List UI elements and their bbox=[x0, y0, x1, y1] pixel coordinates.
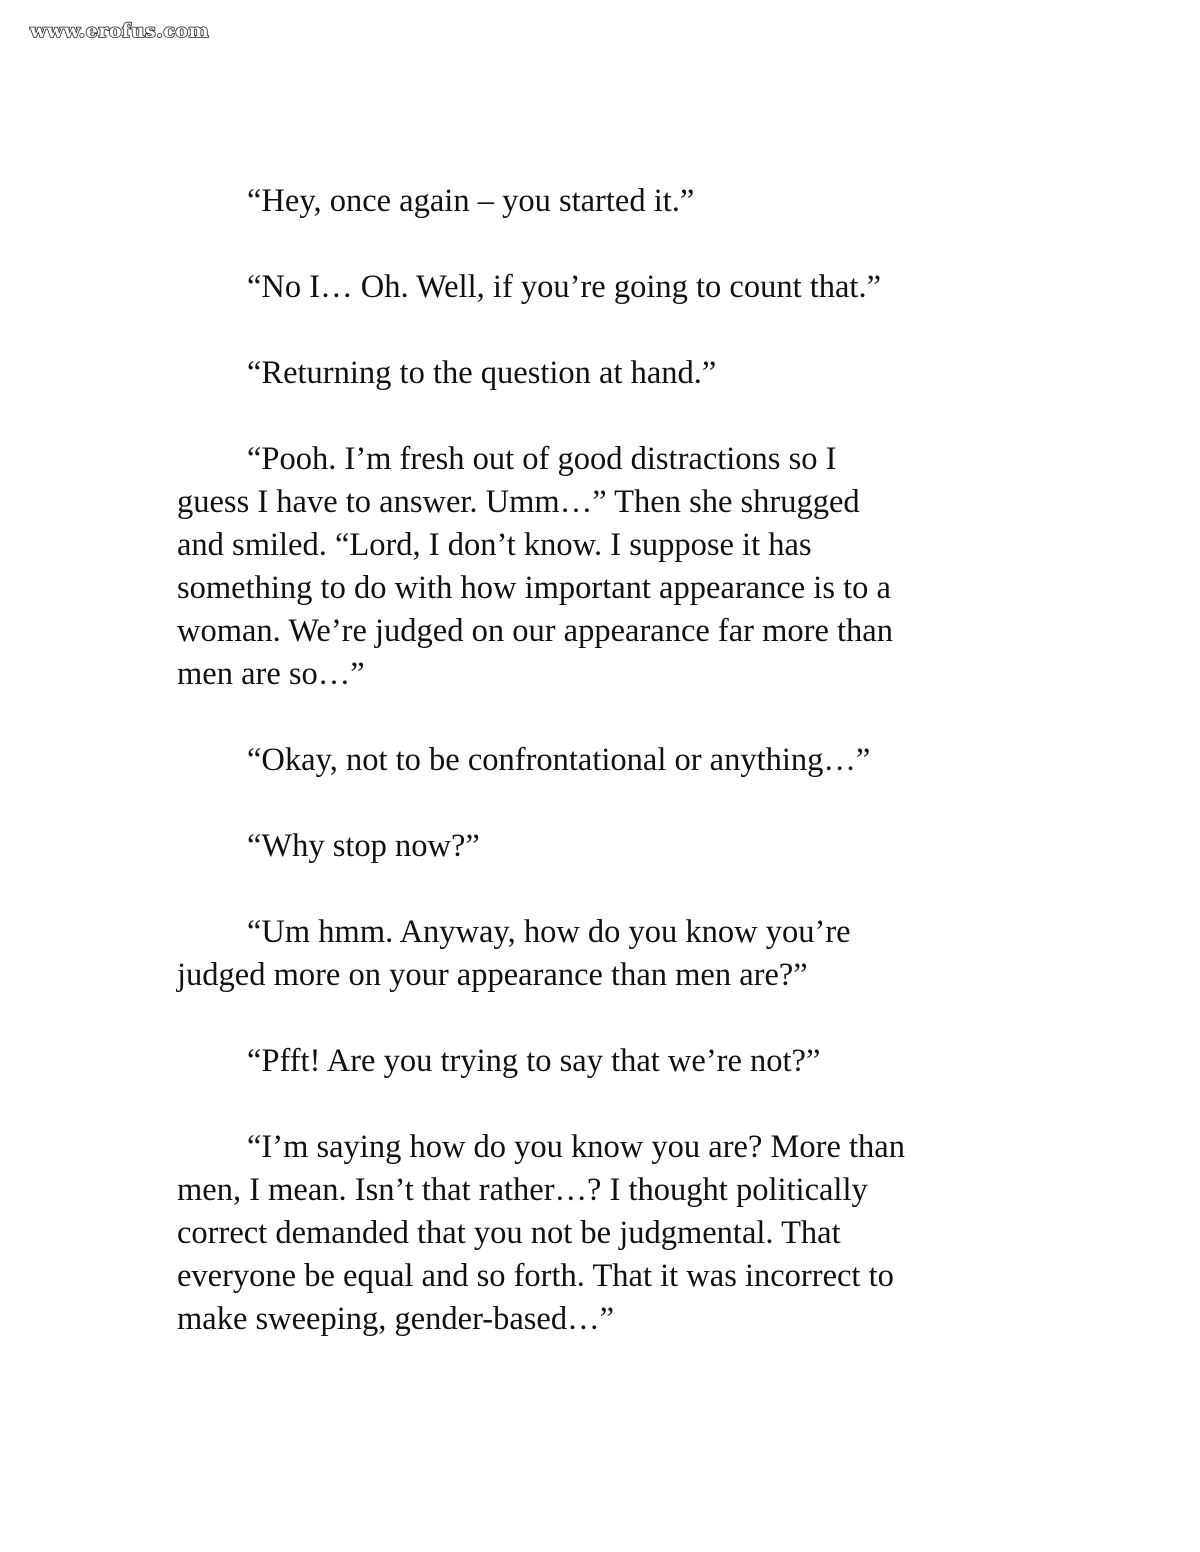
paragraph bbox=[177, 911, 1027, 997]
paragraph bbox=[177, 266, 1027, 309]
text-line: “Why stop now?” bbox=[247, 828, 480, 864]
paragraph bbox=[177, 352, 1027, 395]
text-line: “No I… Oh. Well, if you’re going to count that.” bbox=[247, 269, 882, 305]
text-line: everyone be equal and so forth. That it was incorrect to bbox=[177, 1258, 894, 1294]
site-watermark: www.erofus.com bbox=[30, 20, 210, 42]
text-line: “Pfft! Are you trying to say that we’re not?” bbox=[247, 1043, 821, 1079]
text-line: something to do with how important appearance is to a bbox=[177, 570, 891, 606]
text-line: woman. We’re judged on our appearance far more than bbox=[177, 613, 893, 649]
text-line: “Okay, not to be confrontational or anything…” bbox=[247, 742, 871, 778]
paragraph bbox=[177, 1126, 1027, 1341]
text-line: “Returning to the question at hand.” bbox=[247, 355, 717, 391]
text-line: make sweeping, gender-based…” bbox=[177, 1301, 615, 1337]
text-line: judged more on your appearance than men are?” bbox=[177, 957, 808, 993]
text-line: guess I have to answer. Umm…” Then she shrugged bbox=[177, 484, 860, 520]
paragraph bbox=[177, 825, 1027, 868]
document-body bbox=[177, 180, 1027, 1384]
text-line: “Um hmm. Anyway, how do you know you’re bbox=[247, 914, 851, 950]
text-line: men are so…” bbox=[177, 656, 365, 692]
text-line: “Pooh. I’m fresh out of good distractions so I bbox=[247, 441, 837, 477]
text-line: correct demanded that you not be judgmental. That bbox=[177, 1215, 841, 1251]
paragraph bbox=[177, 438, 1027, 696]
paragraph bbox=[177, 180, 1027, 223]
text-line: men, I mean. Isn’t that rather…? I thought politically bbox=[177, 1172, 868, 1208]
text-line: “Hey, once again – you started it.” bbox=[247, 183, 695, 219]
paragraph bbox=[177, 1040, 1027, 1083]
paragraph bbox=[177, 739, 1027, 782]
text-line: and smiled. “Lord, I don’t know. I suppose it has bbox=[177, 527, 812, 563]
text-line: “I’m saying how do you know you are? More than bbox=[247, 1129, 905, 1165]
